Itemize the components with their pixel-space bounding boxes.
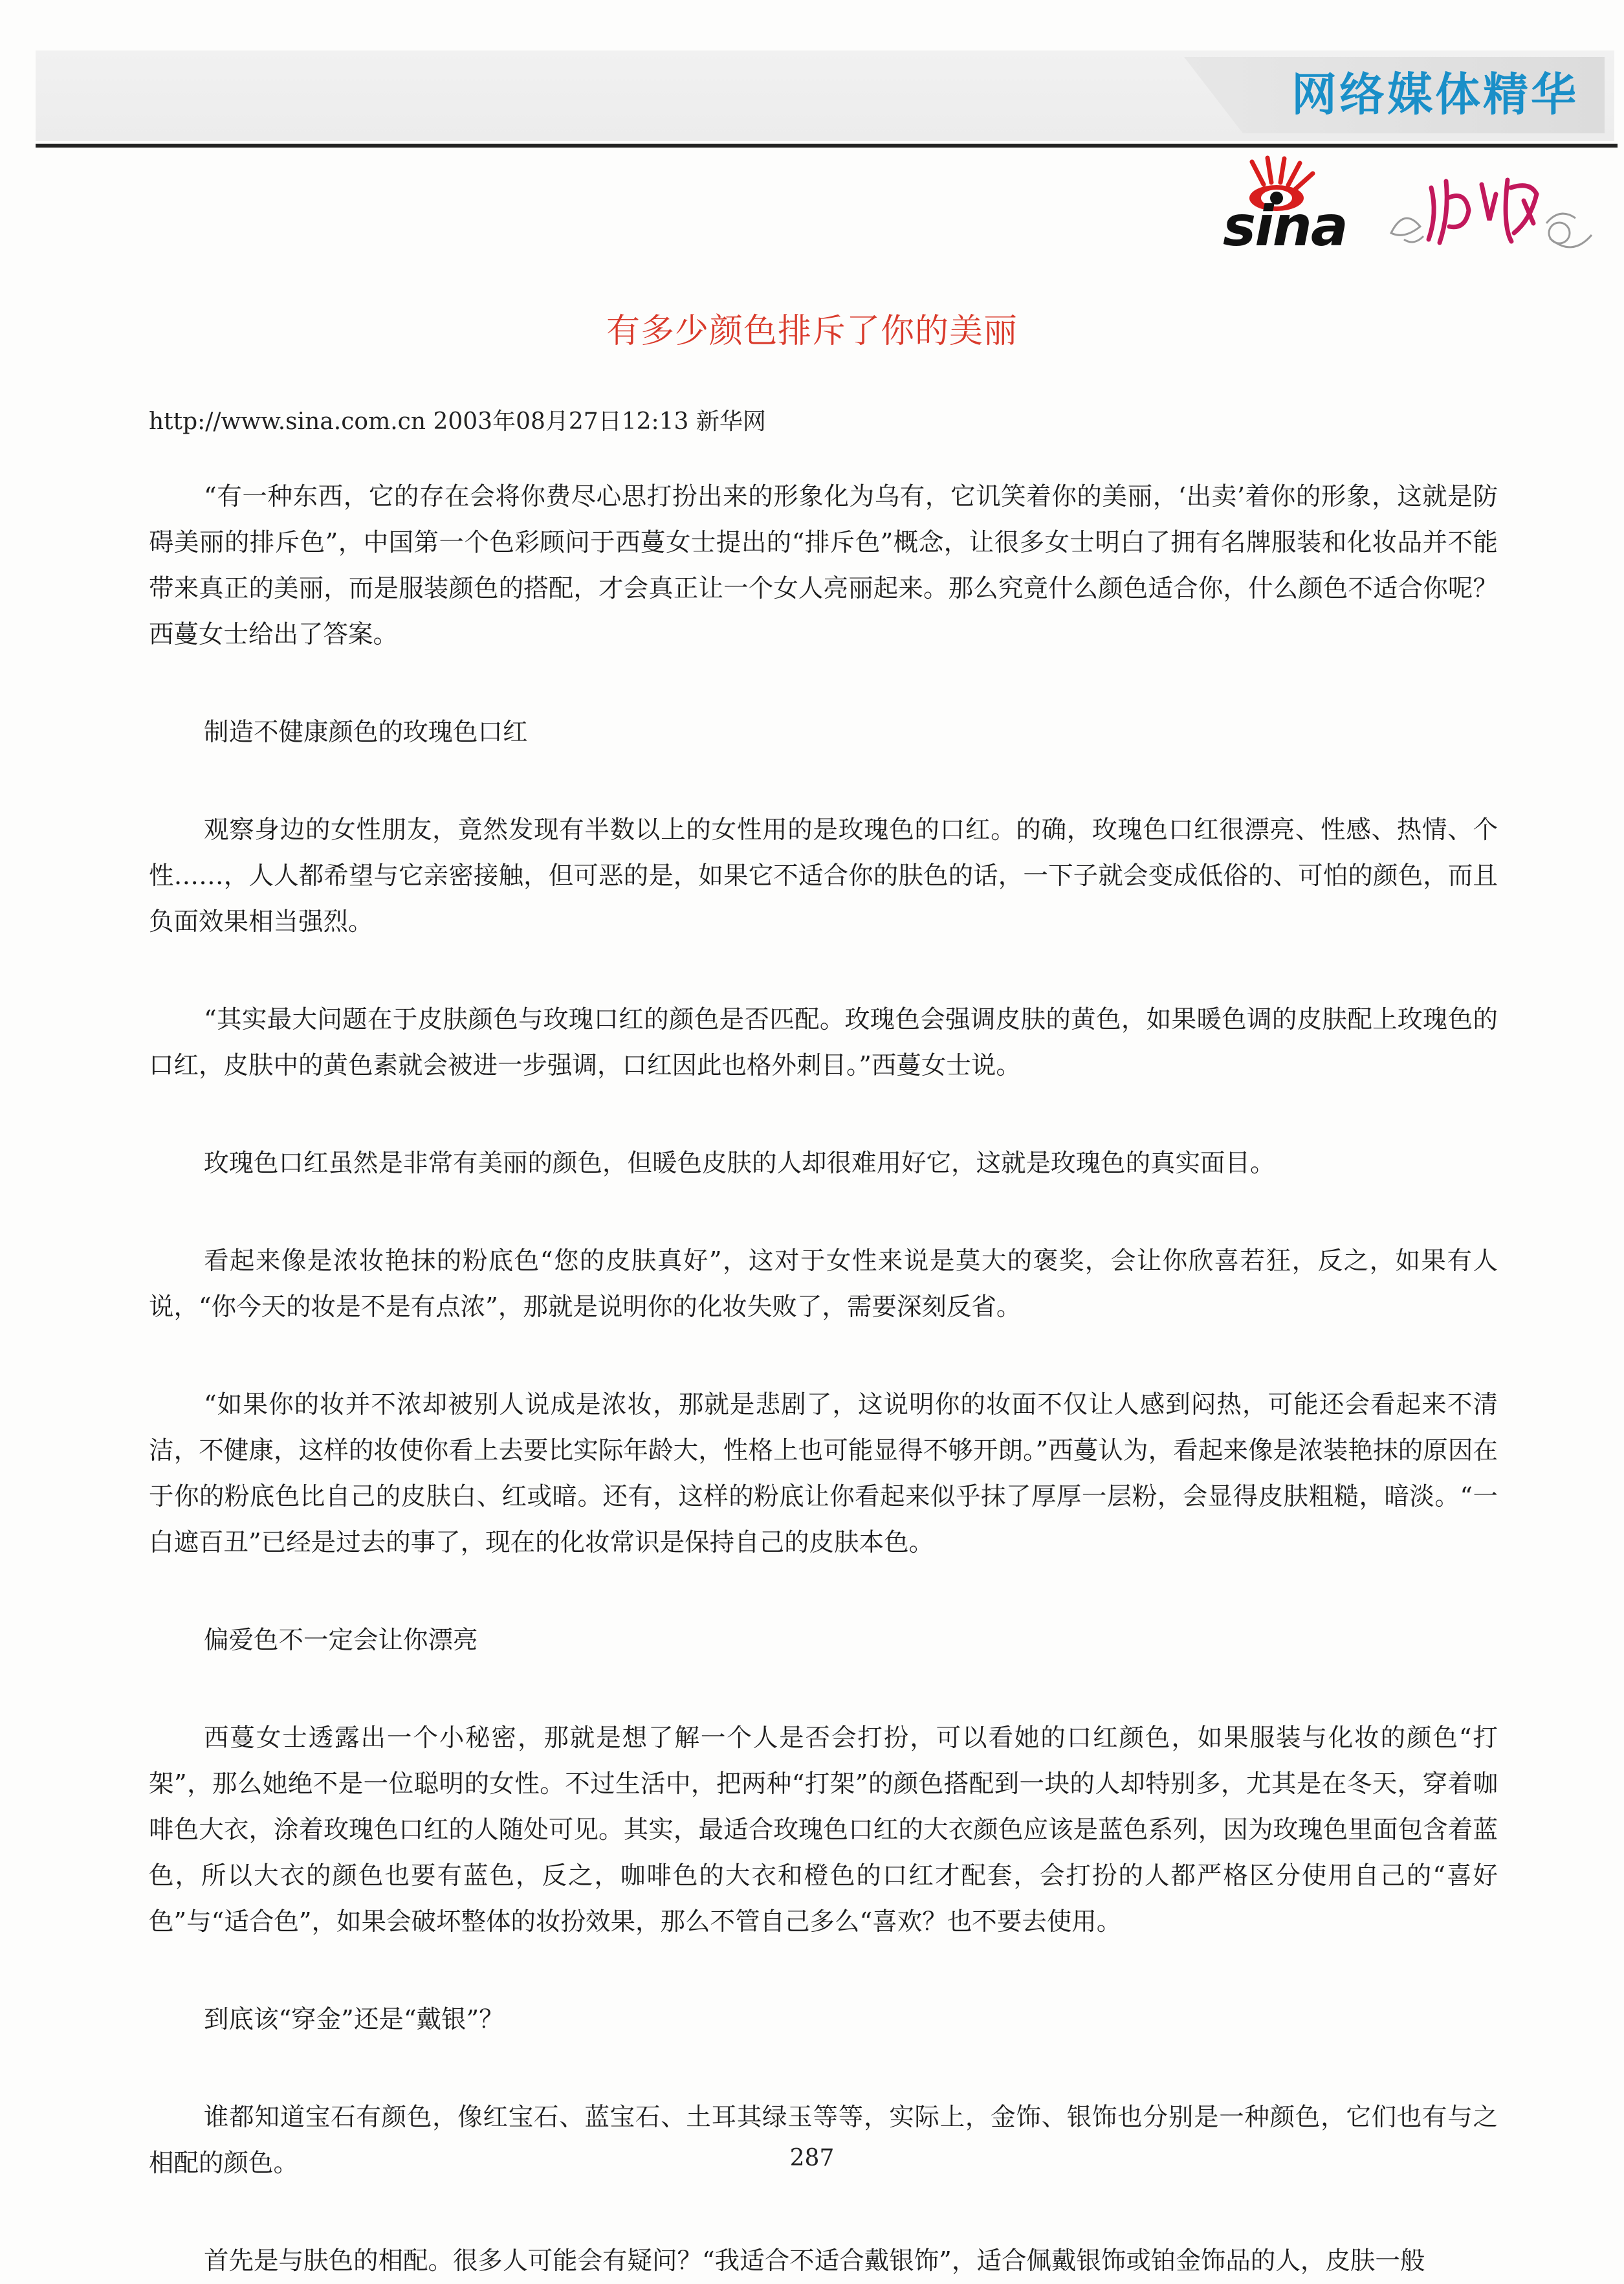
header-rule — [36, 144, 1618, 148]
section-heading: 偏爱色不一定会让你漂亮 — [204, 1626, 478, 1655]
paragraph: 玫瑰色口红虽然是非常有美丽的颜色，但暖色皮肤的人却很难用好它，这就是玫瑰色的真实面目。 — [204, 1149, 1275, 1178]
paragraph: 谁都知道宝石有颜色，像红宝石、蓝宝石、土耳其绿玉等等，实际上，金饰、银饰也分别是一种颜色，它们也有与之相配的颜色。 — [149, 2103, 1498, 2178]
article-body — [149, 474, 1498, 2284]
page-number: 287 — [789, 2145, 835, 2171]
yiren-fengcai-script-icon — [1385, 162, 1598, 259]
paragraph: 首先是与肤色的相配。很多人可能会有疑问？“我适合不适合戴银饰”，适合佩戴银饰或铂金饰品的人，皮肤一般 — [204, 2246, 1425, 2276]
paragraph: “有一种东西，它的存在会将你费尽心思打扮出来的形象化为乌有，它讥笑着你的美丽，‘出卖’着你的形象，这就是防碍美丽的排斥色”，中国第一个色彩顾问于西蔓女士提出的“排斥色”概念，让很多女士明白了拥有名牌服装和化妆品并不能带来真正的美丽，而是服装颜色的搭配，才会真正让一个女人亮丽起来。那么究竟什么颜色适合你，什么颜色不适合你呢？西蔓女士给出了答案。 — [149, 482, 1498, 649]
sina-logo — [1223, 155, 1598, 259]
article-byline: http://www.sina.com.cn 2003年08月27日12:13 新华网 — [149, 408, 766, 435]
paragraph: 西蔓女士透露出一个小秘密，那就是想了解一个人是否会打扮，可以看她的口红颜色，如果服装与化妆的颜色“打架”，那么她绝不是一位聪明的女性。不过生活中，把两种“打架”的颜色搭配到一块的人却特别多，尤其是在冬天，穿着咖啡色大衣，涂着玫瑰色口红的人随处可见。其实，最适合玫瑰色口红的大衣颜色应该是蓝色系列，因为玫瑰色里面包含着蓝色，所以大衣的颜色也要有蓝色，反之，咖啡色的大衣和橙色的口红才配套，会打扮的人都严格区分使用自己的“喜好色”与“适合色”，如果会破坏整体的妆扮效果，那么不管自己多么“喜欢？也不要去使用。 — [149, 1724, 1498, 1936]
paragraph: “其实最大问题在于皮肤颜色与玫瑰口红的颜色是否匹配。玫瑰色会强调皮肤的黄色，如果暖色调的皮肤配上玫瑰色的口红，皮肤中的黄色素就会被进一步强调，口红因此也格外刺目。”西蔓女士说。 — [149, 1005, 1498, 1080]
article-title: 有多少颜色排斥了你的美丽 — [606, 312, 1018, 351]
paragraph: 看起来像是浓妆艳抹的粉底色“您的皮肤真好”，这对于女性来说是莫大的褒奖，会让你欣喜若狂，反之，如果有人说，“你今天的妆是不是有点浓”，那就是说明你的化妆失败了，需要深刻反省。 — [149, 1247, 1498, 1322]
paragraph: “如果你的妆并不浓却被别人说成是浓妆，那就是悲剧了，这说明你的妆面不仅让人感到闷热，可能还会看起来不清洁，不健康，这样的妆使你看上去要比实际年龄大，性格上也可能显得不够开朗。”西蔓认为，看起来像是浓装艳抹的原因在于你的粉底色比自己的皮肤白、红或暗。还有，这样的粉底让你看起来似乎抹了厚厚一层粉，会显得皮肤粗糙，暗淡。“一白遮百丑”已经是过去的事了，现在的化妆常识是保持自己的皮肤本色。 — [149, 1390, 1498, 1557]
section-heading: 到底该“穿金”还是“戴银”？ — [204, 2005, 504, 2034]
section-heading: 制造不健康颜色的玫瑰色口红 — [204, 718, 528, 747]
sina-wordmark: sina — [1223, 194, 1347, 259]
section-title: 网络媒体精华 — [1291, 67, 1579, 121]
paragraph: 观察身边的女性朋友，竟然发现有半数以上的女性用的是玫瑰色的口红。的确，玫瑰色口红很漂亮、性感、热情、个性……，人人都希望与它亲密接触，但可恶的是，如果它不适合你的肤色的话，一下子就会变成低俗的、可怕的颜色，而且负面效果相当强烈。 — [149, 815, 1498, 937]
